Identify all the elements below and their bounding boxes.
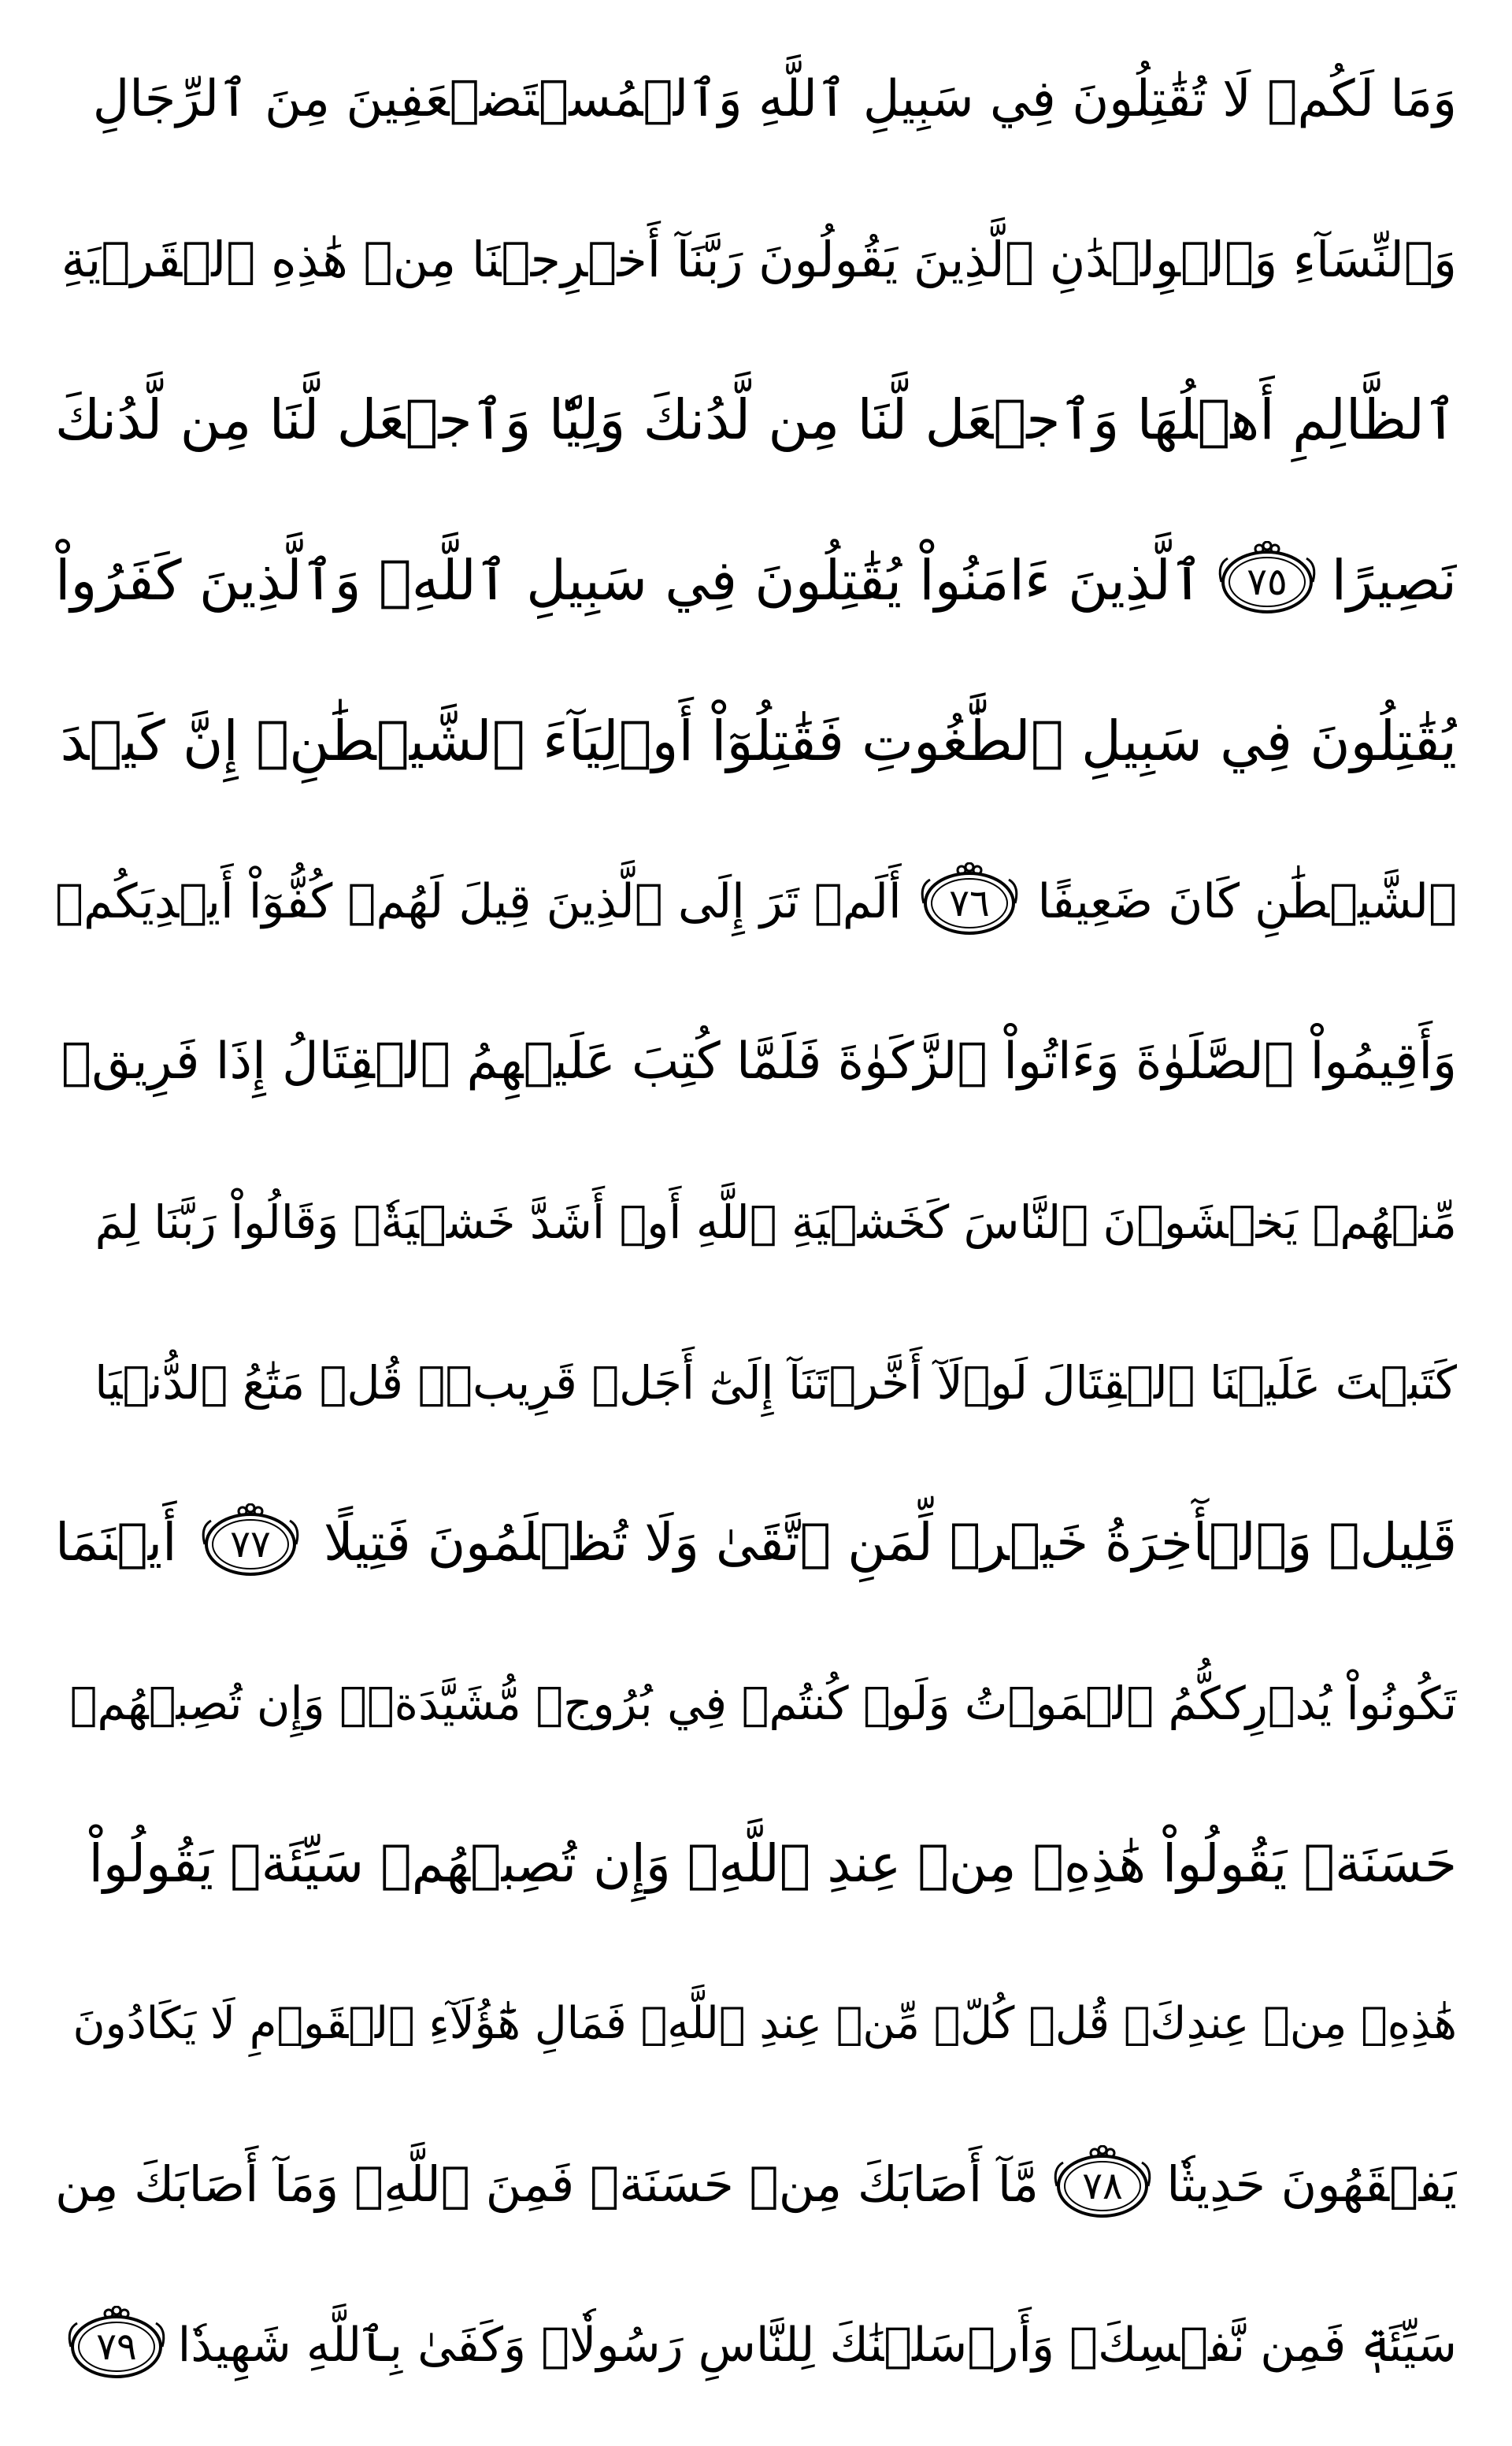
verse-text: كَتَبۡتَ عَلَيۡنَا ٱلۡقِتَالَ لَوۡلَآ أَخَّرۡتَنَآ إِلَىٰٓ أَجَلٖ قَرِيبٖۗ قُلۡ مَتَٰعُ ٱلدُّنۡيَا [94, 1355, 1457, 1410]
verse-text: يَفۡقَهُونَ حَدِيثٗا [1166, 2155, 1457, 2214]
verse-line [55, 1955, 1457, 2093]
verse-text: حَسَنَةٞ يَقُولُواْ هَٰذِهِۦ مِنۡ عِندِ ٱللَّهِۖ وَإِن تُصِبۡهُمۡ سَيِّئَةٞ يَقُولُواْ [88, 1833, 1457, 1894]
verse-text: مِّنۡهُمۡ يَخۡشَوۡنَ ٱلنَّاسَ كَخَشۡيَةِ ٱللَّهِ أَوۡ أَشَدَّ خَشۡيَةٗۚ وَقَالُواْ رَبَّنَا لِمَ [94, 1195, 1457, 1249]
verse-line [55, 1795, 1457, 1933]
verse-text: أَلَمۡ تَرَ إِلَى ٱلَّذِينَ قِيلَ لَهُمۡ كُفُّوٓاْ أَيۡدِيَكُمۡ [55, 873, 902, 929]
verse-text: ٱلشَّيۡطَٰنِ كَانَ ضَعِيفًا [1037, 873, 1457, 929]
verse-text: وَمَا لَكُمۡ لَا تُقَٰتِلُونَ فِي سَبِيلِ ٱللَّهِ وَٱلۡمُسۡتَضۡعَفِينَ مِنَ ٱلرِّجَالِ [92, 70, 1457, 128]
ayah-ornament-icon [1049, 2145, 1156, 2224]
ayah-number: ٧٦ [949, 880, 990, 925]
verse-text: ٱلظَّالِمِ أَهۡلُهَا وَٱجۡعَل لَّنَا مِن لَّدُنكَ وَلِيّٗا وَٱجۡعَل لَّنَا مِن لَّدُنكَ [55, 387, 1457, 453]
verse-text: وَأَقِيمُواْ ٱلصَّلَوٰةَ وَءَاتُواْ ٱلزَّكَوٰةَ فَلَمَّا كُتِبَ عَلَيۡهِمُ ٱلۡقِتَالُ إِذَا فَرِيقٞ [61, 1032, 1457, 1091]
verse-line [55, 1634, 1457, 1773]
verse-lines [55, 30, 1457, 2414]
verse-line [55, 672, 1457, 810]
ayah-end-marker [1049, 2145, 1156, 2224]
verse-line [55, 2276, 1457, 2414]
verse-text: هَٰذِهِۦ مِنۡ عِندِكَۚ قُلۡ كُلّٞ مِّنۡ عِندِ ٱللَّهِۖ فَمَالِ هَٰٓؤُلَآءِ ٱلۡقَوۡمِ لَا يَكَادُونَ [72, 1998, 1457, 2050]
ayah-end-marker [916, 862, 1023, 941]
verse-text: أَيۡنَمَا [55, 1512, 177, 1573]
verse-text: تَكُونُواْ يُدۡرِككُّمُ ٱلۡمَوۡتُ وَلَوۡ كُنتُمۡ فِي بُرُوجٖ مُّشَيَّدَةٖۗ وَإِن تُصِبۡهُمۡ [69, 1677, 1457, 1731]
ayah-end-marker [1214, 541, 1321, 620]
verse-text: ٱلَّذِينَ ءَامَنُواْ يُقَٰتِلُونَ فِي سَبِيلِ ٱللَّهِۖ وَٱلَّذِينَ كَفَرُواْ [55, 548, 1204, 613]
verse-line [55, 1153, 1457, 1292]
ayah-number: ٧٨ [1082, 2164, 1123, 2209]
verse-line [55, 191, 1457, 329]
verse-line [55, 832, 1457, 971]
verse-line [55, 2115, 1457, 2254]
verse-line [55, 1314, 1457, 1452]
verse-line [55, 350, 1457, 489]
ayah-number: ٧٥ [1247, 560, 1288, 605]
ayah-number: ٧٩ [95, 2324, 137, 2369]
verse-text: مَّآ أَصَابَكَ مِنۡ حَسَنَةٖ فَمِنَ ٱللَّهِۖ وَمَآ أَصَابَكَ مِن [55, 2155, 1039, 2214]
verse-text: نَصِيرًا [1331, 548, 1457, 613]
verse-text: يُقَٰتِلُونَ فِي سَبِيلِ ٱلطَّٰغُوتِ فَقَٰتِلُوٓاْ أَوۡلِيَآءَ ٱلشَّيۡطَٰنِۖ إِنَّ كَيۡدَ [60, 708, 1457, 773]
verse-line [55, 30, 1457, 169]
ayah-end-marker [197, 1503, 304, 1582]
ayah-number: ٧٧ [229, 1522, 271, 1567]
verse-text: وَٱلنِّسَآءِ وَٱلۡوِلۡدَٰنِ ٱلَّذِينَ يَقُولُونَ رَبَّنَآ أَخۡرِجۡنَا مِنۡ هَٰذِهِ ٱلۡقَرۡيَةِ [61, 230, 1457, 288]
ayah-ornament-icon [916, 862, 1023, 941]
ayah-ornament-icon [197, 1503, 304, 1582]
ayah-ornament-icon [63, 2306, 170, 2385]
ayah-end-marker [63, 2306, 170, 2385]
verse-text: قَلِيلٞ وَٱلۡأٓخِرَةُ خَيۡرٞ لِّمَنِ ٱتَّقَىٰ وَلَا تُظۡلَمُونَ فَتِيلًا [323, 1512, 1457, 1573]
ayah-ornament-icon [1214, 541, 1321, 620]
verse-line [55, 511, 1457, 650]
verse-text: سَيِّئَةٖ فَمِن نَّفۡسِكَۚ وَأَرۡسَلۡنَٰكَ لِلنَّاسِ رَسُولٗاۚ وَكَفَىٰ بِٱللَّهِ شَهِيدٗا [177, 2317, 1457, 2373]
verse-line [55, 1473, 1457, 1612]
verse-line [55, 992, 1457, 1131]
